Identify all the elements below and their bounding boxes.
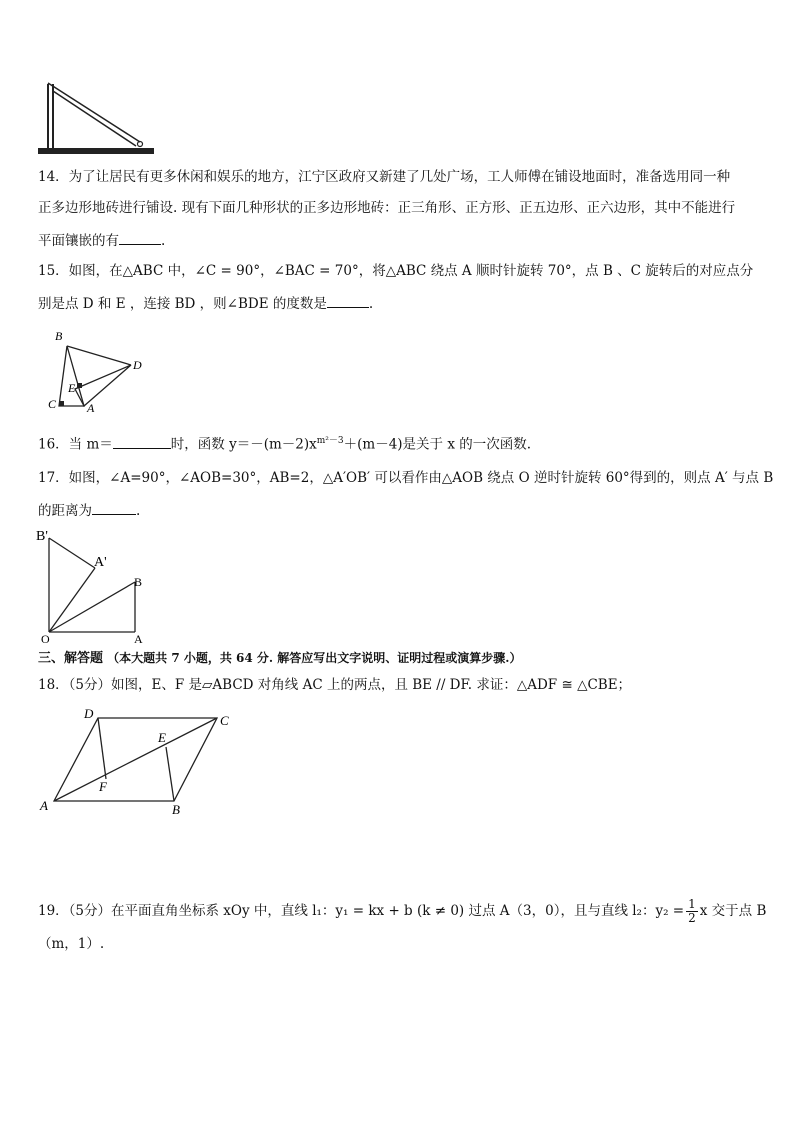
q17-label-o: O [41, 632, 50, 644]
q19-line1 [38, 898, 766, 925]
q19-line2: （m，1）. [38, 936, 105, 952]
q18-figure [36, 704, 236, 818]
section3-header [38, 649, 521, 668]
q14-answer-blank[interactable] [119, 230, 161, 245]
q17-line2 [38, 500, 140, 520]
q16-exponent: m²－3 [316, 436, 344, 446]
section3-note: （本大题共 7 小题，共 64 分. 解答应写出文字说明、证明过程或演算步骤.） [107, 651, 522, 665]
q15-right-angle-c [59, 401, 64, 406]
q13-pivot [138, 142, 143, 147]
section3-title: 三、解答题 [38, 651, 104, 666]
q15-label-a: A [87, 401, 95, 412]
q13-ground [38, 148, 154, 154]
q15-label-e: E [68, 381, 76, 395]
q18-label-d: D [84, 706, 94, 721]
q19-fraction [686, 898, 698, 925]
q14-line1: 14．为了让居民有更多休闲和娱乐的地方，江宁区政府又新建了几处广场，工人师傅在铺设地面时，准备选用同一种 [38, 169, 731, 185]
q16-answer-blank[interactable] [113, 434, 171, 449]
q14-line3 [38, 230, 165, 250]
q18-label-b: B [172, 802, 180, 817]
q15-answer-blank[interactable] [327, 293, 369, 308]
q15-line1: 15．如图，在△ABC 中，∠C = 90°，∠BAC = 70°，将△ABC 绕点 A 顺时针旋转 70°，点 B 、C 旋转后的对应点分 [38, 263, 754, 279]
q17-answer-blank[interactable] [92, 500, 136, 515]
q16-text-pre: 16．当 m＝ [38, 436, 113, 453]
q18-label-f: F [99, 779, 107, 794]
q17-segment-ob [49, 582, 135, 632]
q17-segment-b-prime-a-prime [49, 538, 95, 568]
q19-line1-end: x 交于点 B [699, 903, 767, 919]
q14-line2: 正多边形地砖进行铺设. 现有下面几种形状的正多边形地砖：正三角形、正方形、正五边形、正六边形，其中不能进行 [38, 200, 736, 216]
q17-line2-text: 的距离为 [38, 503, 92, 519]
q18-segment-df [98, 718, 106, 779]
q18-segment-be [166, 747, 174, 801]
q14-line3-text: 平面镶嵌的有 [38, 233, 119, 249]
q13-figure [36, 78, 156, 158]
q15-triangle-ade [75, 365, 131, 406]
q15-line2-text: 别是点 D 和 E ，连接 BD ，则∠BDE 的度数是 [38, 296, 327, 312]
q13-board-bottom [53, 91, 136, 146]
q17-label-a: A [134, 632, 143, 644]
q15-label-b: B [55, 329, 63, 343]
q18-label-e: E [158, 730, 166, 745]
q17-line2-end: . [136, 503, 141, 519]
q16-line [38, 432, 531, 454]
q18-diagonal-ac [54, 718, 217, 801]
q18-line: 18．（5分）如图，E、F 是▱ABCD 对角线 AC 上的两点，且 BE // DF. 求证：△ADF ≅ △CBE； [38, 677, 632, 693]
q19-frac-den: 2 [688, 911, 696, 925]
q15-label-d: D [133, 358, 142, 372]
q15-triangle-abc [59, 346, 84, 406]
q13-board-top [48, 83, 140, 142]
q15-line2 [38, 293, 373, 313]
q15-line2-end: . [368, 296, 374, 312]
q17-label-a-prime: A' [94, 555, 107, 570]
q15-segment-bd [67, 346, 131, 365]
q19-frac-num: 1 [688, 897, 696, 911]
q16-text-end: ＋(m－4)是关于 x 的一次函数. [343, 436, 532, 453]
q17-label-b: B [134, 575, 143, 589]
q19-line1-text: 19．（5分）在平面直角坐标系 xOy 中，直线 l₁：y₁ = kx + b (k ≠ 0) 过点 A（3，0），且与直线 l₂：y₂ = [38, 903, 685, 919]
q17-label-b-prime: B' [36, 529, 48, 544]
q14-line3-end: . [161, 233, 166, 249]
q17-segment-oa-prime [49, 568, 95, 632]
q18-label-c: C [220, 713, 229, 728]
q15-label-c: C [48, 397, 57, 411]
q15-figure [48, 326, 148, 412]
q17-figure [36, 526, 156, 644]
q17-line1: 17．如图，∠A=90°，∠AOB=30°，AB=2，△A′OB′ 可以看作由△AOB 绕点 O 逆时针旋转 60°得到的，则点 A′ 与点 B [38, 470, 774, 486]
q18-label-a: A [40, 798, 48, 813]
q16-text-mid: 时，函数 y＝－(m－2)x [170, 436, 317, 453]
q15-right-angle-e [77, 383, 82, 388]
